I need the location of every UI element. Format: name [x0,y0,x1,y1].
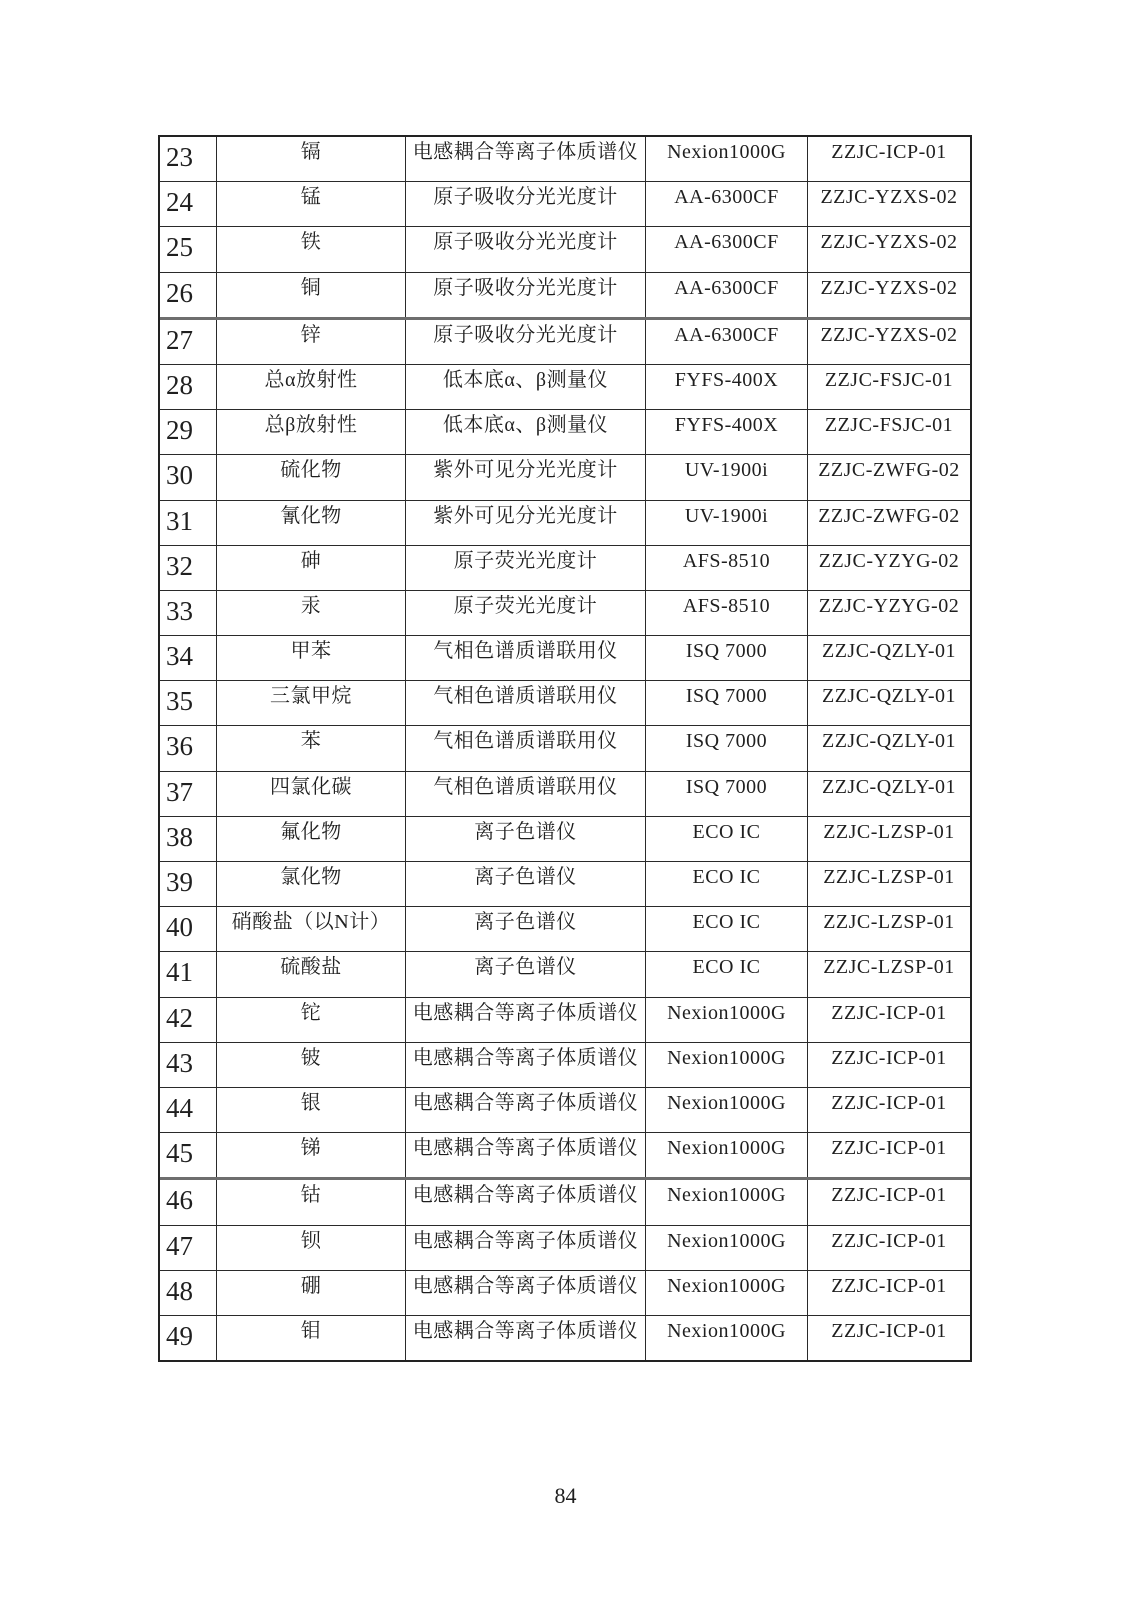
model-cell: ECO IC [645,952,807,996]
equipment-code-cell: ZZJC-QZLY-01 [807,681,970,725]
table-row [160,1225,970,1270]
row-number-cell: 33 [166,595,193,626]
instrument-cell: 低本底α、β测量仪 [405,410,645,454]
table-row [160,590,970,635]
equipment-code-cell: ZZJC-QZLY-01 [807,726,970,770]
table-row [160,771,970,816]
model-cell: Nexion1000G [645,137,807,181]
parameter-cell: 四氯化碳 [216,772,405,816]
table-row [160,1270,970,1315]
instrument-cell: 气相色谱质谱联用仪 [405,726,645,770]
table-row [160,1042,970,1087]
instrument-cell: 电感耦合等离子体质谱仪 [405,137,645,181]
table-row [160,635,970,680]
model-cell: AFS-8510 [645,546,807,590]
parameter-cell: 钼 [216,1316,405,1360]
parameter-cell: 硝酸盐（以N计） [216,907,405,951]
equipment-code-cell: ZZJC-ICP-01 [807,1271,970,1315]
equipment-code-cell: ZZJC-QZLY-01 [807,636,970,680]
model-cell: Nexion1000G [645,1226,807,1270]
model-cell: Nexion1000G [645,1271,807,1315]
model-cell: ISQ 7000 [645,681,807,725]
table-row [160,317,970,364]
row-number-cell: 29 [166,415,193,446]
table-row [160,409,970,454]
model-cell: AA-6300CF [645,227,807,271]
equipment-code-cell: ZZJC-YZXS-02 [807,227,970,271]
table-row [160,680,970,725]
model-cell: AA-6300CF [645,273,807,317]
equipment-code-cell: ZZJC-ICP-01 [807,137,970,181]
row-number-cell: 28 [166,369,193,400]
instrument-cell: 电感耦合等离子体质谱仪 [405,1180,645,1224]
parameter-cell: 总α放射性 [216,365,405,409]
model-cell: ECO IC [645,862,807,906]
table-row [160,500,970,545]
parameter-cell: 甲苯 [216,636,405,680]
row-number-cell: 40 [166,912,193,943]
model-cell: ECO IC [645,817,807,861]
parameter-cell: 苯 [216,726,405,770]
table-row [160,272,970,317]
instrument-cell: 紫外可见分光光度计 [405,455,645,499]
instrument-cell: 电感耦合等离子体质谱仪 [405,1043,645,1087]
parameter-cell: 三氯甲烷 [216,681,405,725]
table-row [160,545,970,590]
model-cell: AA-6300CF [645,182,807,226]
row-number-cell: 34 [166,641,193,672]
table-row [160,951,970,996]
parameter-cell: 银 [216,1088,405,1132]
parameter-cell: 硫化物 [216,455,405,499]
row-number-cell: 37 [166,776,193,807]
row-number-cell: 35 [166,686,193,717]
equipment-code-cell: ZZJC-FSJC-01 [807,410,970,454]
model-cell: Nexion1000G [645,1133,807,1177]
instrument-cell: 原子吸收分光光度计 [405,320,645,364]
table-row [160,1087,970,1132]
instrument-cell: 电感耦合等离子体质谱仪 [405,1088,645,1132]
row-number-cell: 38 [166,821,193,852]
instrument-cell: 紫外可见分光光度计 [405,501,645,545]
equipment-code-cell: ZZJC-ZWFG-02 [807,501,970,545]
table-row [160,725,970,770]
row-number-cell: 44 [166,1092,193,1123]
model-cell: Nexion1000G [645,998,807,1042]
row-number-cell: 32 [166,550,193,581]
instrument-cell: 离子色谱仪 [405,862,645,906]
table-row [160,1177,970,1224]
parameter-cell: 铍 [216,1043,405,1087]
model-cell: UV-1900i [645,455,807,499]
table-row [160,1315,970,1360]
instrument-cell: 离子色谱仪 [405,817,645,861]
row-number-cell: 25 [166,232,193,263]
table-row [160,364,970,409]
row-number-cell: 43 [166,1047,193,1078]
equipment-code-cell: ZZJC-ICP-01 [807,998,970,1042]
row-number-cell: 42 [166,1002,193,1033]
model-cell: FYFS-400X [645,365,807,409]
instrument-cell: 电感耦合等离子体质谱仪 [405,1226,645,1270]
table-row [160,454,970,499]
model-cell: FYFS-400X [645,410,807,454]
table-row [160,181,970,226]
equipment-code-cell: ZZJC-LZSP-01 [807,907,970,951]
row-number-cell: 45 [166,1138,193,1169]
row-number-cell: 46 [166,1185,193,1216]
parameter-cell: 总β放射性 [216,410,405,454]
instrument-cell: 离子色谱仪 [405,952,645,996]
table-row [160,226,970,271]
row-number-cell: 24 [166,187,193,218]
equipment-code-cell: ZZJC-YZYG-02 [807,546,970,590]
equipment-code-cell: ZZJC-ICP-01 [807,1316,970,1360]
parameter-cell: 氯化物 [216,862,405,906]
parameter-cell: 钴 [216,1180,405,1224]
parameter-cell: 硫酸盐 [216,952,405,996]
row-number-cell: 26 [166,277,193,308]
row-number-cell: 27 [166,324,193,355]
instrument-cell: 原子吸收分光光度计 [405,182,645,226]
instrument-cell: 电感耦合等离子体质谱仪 [405,1133,645,1177]
row-number-cell: 31 [166,505,193,536]
parameter-cell: 砷 [216,546,405,590]
parameter-cell: 硼 [216,1271,405,1315]
instrument-cell: 气相色谱质谱联用仪 [405,636,645,680]
equipment-code-cell: ZZJC-ICP-01 [807,1133,970,1177]
model-cell: AA-6300CF [645,320,807,364]
equipment-code-cell: ZZJC-YZXS-02 [807,273,970,317]
row-number-cell: 39 [166,867,193,897]
table-row [160,997,970,1042]
table-row [160,137,970,181]
equipment-code-cell: ZZJC-LZSP-01 [807,817,970,861]
table-row [160,906,970,951]
equipment-code-cell: ZZJC-ICP-01 [807,1043,970,1087]
parameter-cell: 锰 [216,182,405,226]
model-cell: ECO IC [645,907,807,951]
instrument-cell: 原子荧光光度计 [405,591,645,635]
model-cell: ISQ 7000 [645,636,807,680]
table-row [160,816,970,861]
instrument-cell: 原子吸收分光光度计 [405,273,645,317]
table-row [160,861,970,906]
instrument-cell: 气相色谱质谱联用仪 [405,772,645,816]
model-cell: ISQ 7000 [645,726,807,770]
instrument-table [158,135,972,1362]
model-cell: Nexion1000G [645,1180,807,1224]
parameter-cell: 铁 [216,227,405,271]
parameter-cell: 锌 [216,320,405,364]
model-cell: Nexion1000G [645,1088,807,1132]
instrument-cell: 原子吸收分光光度计 [405,227,645,271]
model-cell: AFS-8510 [645,591,807,635]
equipment-code-cell: ZZJC-ICP-01 [807,1088,970,1132]
parameter-cell: 铜 [216,273,405,317]
equipment-code-cell: ZZJC-YZXS-02 [807,320,970,364]
instrument-cell: 原子荧光光度计 [405,546,645,590]
parameter-cell: 锑 [216,1133,405,1177]
instrument-cell: 电感耦合等离子体质谱仪 [405,1271,645,1315]
equipment-code-cell: ZZJC-YZYG-02 [807,591,970,635]
equipment-code-cell: ZZJC-LZSP-01 [807,952,970,996]
row-number-cell: 23 [166,142,193,172]
parameter-cell: 铊 [216,998,405,1042]
row-number-cell: 36 [166,731,193,762]
equipment-code-cell: ZZJC-FSJC-01 [807,365,970,409]
instrument-cell: 气相色谱质谱联用仪 [405,681,645,725]
parameter-cell: 镉 [216,137,405,181]
row-number-cell: 41 [166,957,193,988]
table-row [160,1132,970,1177]
row-number-cell: 48 [166,1275,193,1306]
equipment-code-cell: ZZJC-YZXS-02 [807,182,970,226]
model-cell: Nexion1000G [645,1043,807,1087]
parameter-cell: 氰化物 [216,501,405,545]
instrument-cell: 离子色谱仪 [405,907,645,951]
parameter-cell: 氟化物 [216,817,405,861]
row-number-cell: 47 [166,1230,193,1261]
model-cell: ISQ 7000 [645,772,807,816]
model-cell: Nexion1000G [645,1316,807,1360]
instrument-cell: 低本底α、β测量仪 [405,365,645,409]
row-number-cell: 30 [166,460,193,491]
model-cell: UV-1900i [645,501,807,545]
page-number: 84 [554,1483,577,1508]
instrument-cell: 电感耦合等离子体质谱仪 [405,998,645,1042]
equipment-code-cell: ZZJC-LZSP-01 [807,862,970,906]
parameter-cell: 钡 [216,1226,405,1270]
equipment-code-cell: ZZJC-QZLY-01 [807,772,970,816]
equipment-code-cell: ZZJC-ICP-01 [807,1180,970,1224]
equipment-code-cell: ZZJC-ZWFG-02 [807,455,970,499]
instrument-cell: 电感耦合等离子体质谱仪 [405,1316,645,1360]
row-number-cell: 49 [166,1320,193,1351]
equipment-code-cell: ZZJC-ICP-01 [807,1226,970,1270]
parameter-cell: 汞 [216,591,405,635]
